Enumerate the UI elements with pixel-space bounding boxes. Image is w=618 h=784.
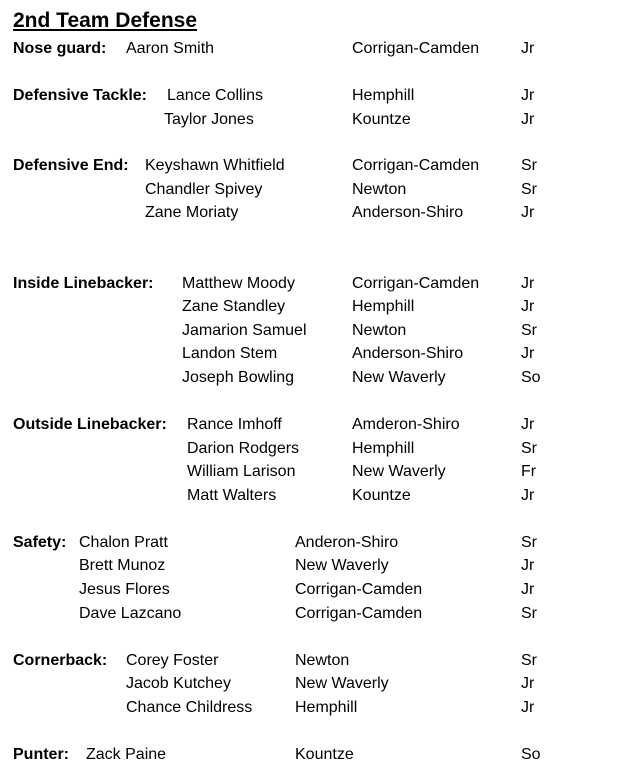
player-class: Sr — [521, 157, 537, 174]
player-class: Sr — [521, 652, 537, 669]
player-school: New Waverly — [295, 675, 389, 692]
player-school: Kountze — [295, 746, 354, 763]
player-name: Matt Walters — [187, 487, 277, 504]
player-name: Zane Standley — [182, 298, 286, 315]
position-label: Punter: — [13, 746, 69, 763]
position-label: Safety: — [13, 534, 67, 551]
player-class: Jr — [521, 416, 535, 433]
player-name: Chance Childress — [126, 699, 253, 716]
player-name: Chalon Pratt — [79, 534, 168, 551]
player-class: Jr — [521, 345, 535, 362]
player-class: Jr — [521, 675, 535, 692]
player-name: Taylor Jones — [164, 111, 254, 128]
player-school: Corrigan-Camden — [352, 157, 480, 174]
player-name: Jesus Flores — [79, 581, 170, 598]
player-school: Anderson-Shiro — [352, 204, 464, 221]
player-name: Landon Stem — [182, 345, 278, 362]
position-label: Outside Linebacker: — [13, 416, 167, 433]
player-school: Hemphill — [352, 440, 415, 457]
player-school: Anderson-Shiro — [352, 345, 464, 362]
player-class: Jr — [521, 557, 535, 574]
player-class: Sr — [521, 440, 537, 457]
player-class: Jr — [521, 699, 535, 716]
player-class: Jr — [521, 298, 535, 315]
player-school: Hemphill — [352, 87, 415, 104]
player-school: Newton — [295, 652, 350, 669]
player-school: Kountze — [352, 487, 411, 504]
player-name: Zack Paine — [86, 746, 167, 763]
player-class: Jr — [521, 204, 535, 221]
player-class: Sr — [521, 181, 537, 198]
player-school: Hemphill — [352, 298, 415, 315]
player-class: Sr — [521, 322, 537, 339]
player-school: Newton — [352, 322, 407, 339]
player-class: Sr — [521, 534, 537, 551]
player-class: So — [521, 369, 541, 386]
player-name: Joseph Bowling — [182, 369, 295, 386]
position-label: Defensive Tackle: — [13, 87, 147, 104]
player-name: Brett Munoz — [79, 557, 166, 574]
position-label: Inside Linebacker: — [13, 275, 154, 292]
player-class: Jr — [521, 111, 535, 128]
player-name: William Larison — [187, 463, 296, 480]
player-name: Lance Collins — [167, 87, 264, 104]
player-name: Aaron Smith — [126, 40, 215, 57]
player-school: Corrigan-Camden — [352, 40, 480, 57]
player-class: So — [521, 746, 541, 763]
player-school: New Waverly — [352, 369, 446, 386]
player-name: Rance Imhoff — [187, 416, 282, 433]
player-name: Keyshawn Whitfield — [145, 157, 285, 174]
page-title: 2nd Team Defense — [13, 9, 198, 32]
player-name: Zane Moriaty — [145, 204, 239, 221]
player-name: Corey Foster — [126, 652, 219, 669]
player-school: Anderon-Shiro — [295, 534, 399, 551]
player-school: New Waverly — [352, 463, 446, 480]
player-class: Sr — [521, 605, 537, 622]
player-school: Corrigan-Camden — [295, 605, 423, 622]
player-class: Fr — [521, 463, 537, 480]
player-class: Jr — [521, 40, 535, 57]
player-class: Jr — [521, 487, 535, 504]
player-school: Corrigan-Camden — [295, 581, 423, 598]
player-name: Matthew Moody — [182, 275, 295, 292]
position-label: Defensive End: — [13, 157, 129, 174]
player-class: Jr — [521, 275, 535, 292]
player-school: Amderon-Shiro — [352, 416, 460, 433]
player-class: Jr — [521, 581, 535, 598]
player-school: Corrigan-Camden — [352, 275, 480, 292]
player-name: Darion Rodgers — [187, 440, 300, 457]
player-name: Chandler Spivey — [145, 181, 263, 198]
player-school: Hemphill — [295, 699, 358, 716]
player-school: New Waverly — [295, 557, 389, 574]
player-class: Jr — [521, 87, 535, 104]
player-school: Kountze — [352, 111, 411, 128]
player-name: Jacob Kutchey — [126, 675, 231, 692]
player-name: Jamarion Samuel — [182, 322, 307, 339]
position-label: Cornerback: — [13, 652, 108, 669]
position-label: Nose guard: — [13, 40, 107, 57]
player-name: Dave Lazcano — [79, 605, 182, 622]
player-school: Newton — [352, 181, 407, 198]
